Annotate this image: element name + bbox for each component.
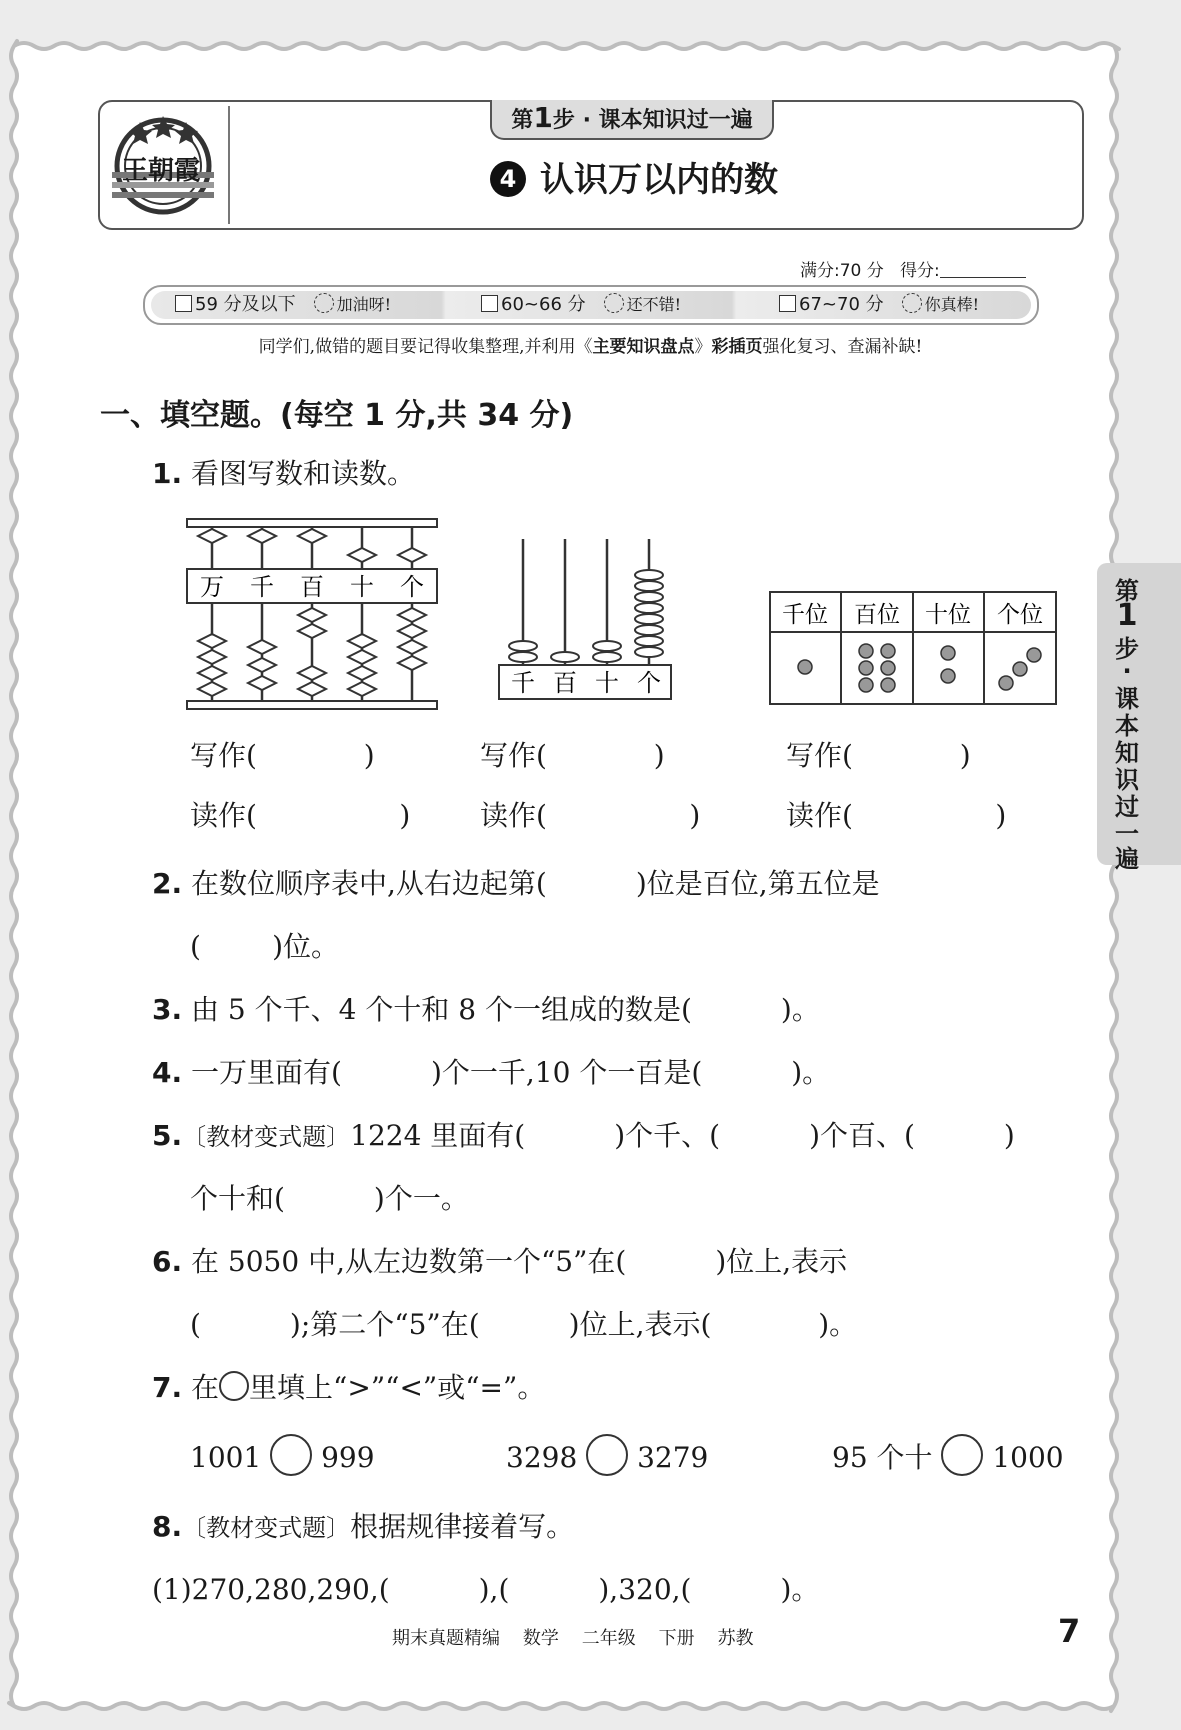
score-line: [800, 256, 1026, 281]
question-1: 1. 看图写数和读数。: [152, 457, 416, 490]
score-blank[interactable]: [940, 261, 1026, 278]
lesson-header: [98, 100, 1084, 230]
grade-bar: [143, 285, 1039, 325]
grade-option-low[interactable]: 59 分及以下 加油呀!: [175, 291, 391, 319]
grade-option-high[interactable]: 67~70 分 你真棒!: [779, 291, 979, 319]
q1-write-3[interactable]: 写作( ): [786, 739, 971, 772]
side-step-tab: [1097, 563, 1181, 873]
face-icon: [902, 293, 922, 313]
compare-item-1: 1001 999: [190, 1434, 375, 1476]
logo-text: 王朝霞: [122, 156, 201, 186]
question-6-line2: ( );第二个“5”在( )位上,表示( )。: [190, 1308, 858, 1341]
question-7: 7. 在 里填上“>”“<”或“=”。: [152, 1371, 546, 1404]
checkbox-icon[interactable]: [175, 295, 192, 312]
question-2-line2: ( )位。: [190, 930, 340, 963]
side-tab-char: ·: [1122, 657, 1132, 685]
question-6: 6. 在 5050 中,从左边数第一个“5”在( )位上,表示: [152, 1245, 848, 1278]
step-tab: 第1步 · 课本知识过一遍: [490, 100, 774, 140]
side-tab-char: 一: [1115, 820, 1139, 848]
footer-text: 期末真题精编 数学 二年级 下册 苏教: [392, 1628, 754, 1649]
compare-circle[interactable]: [941, 1434, 983, 1476]
question-5-line2: 个十和( )个一。: [190, 1182, 469, 1215]
q1-read-2[interactable]: 读作( ): [480, 799, 701, 832]
counting-frame-diagram: [497, 535, 675, 703]
compare-item-2: 3298 3279: [506, 1434, 708, 1476]
question-8-part1: (1)270,280,290,( ),( ),320,( )。: [152, 1573, 820, 1606]
side-tab-char: 1: [1116, 598, 1138, 633]
place-value-table: [768, 590, 1060, 708]
place-header: 十位: [925, 602, 971, 628]
side-tab-char: 知: [1115, 739, 1139, 767]
question-2: 2. 在数位顺序表中,从右边起第( )位是百位,第五位是: [152, 867, 880, 900]
question-3: 3. 由 5 个千、4 个十和 8 个一组成的数是( )。: [152, 993, 820, 1026]
abacus1-label: 百: [300, 573, 324, 601]
side-tab-char: 步: [1115, 635, 1139, 663]
side-tab-char: 识: [1115, 766, 1139, 794]
header-divider: [228, 106, 230, 224]
q1-read-1[interactable]: 读作( ): [190, 799, 411, 832]
side-tab-char: 课: [1115, 685, 1139, 713]
abacus1-label: 十: [350, 573, 374, 601]
abacus1-label: 千: [250, 573, 274, 601]
page-number: 7: [1058, 1612, 1081, 1650]
abacus2-label: 千: [511, 669, 535, 697]
compare-circle[interactable]: [270, 1434, 312, 1476]
question-8: 8.〔教材变式题〕根据规律接着写。: [152, 1510, 575, 1543]
abacus1-label: 个: [400, 573, 424, 601]
abacus2-label: 个: [637, 669, 661, 697]
section-title: 一、填空题。(每空 1 分,共 34 分): [100, 398, 574, 433]
compare-circle[interactable]: [586, 1434, 628, 1476]
side-tab-char: 第: [1115, 577, 1139, 605]
place-header: 百位: [854, 602, 900, 628]
abacus1-label: 万: [200, 573, 224, 601]
abacus2-label: 十: [595, 669, 619, 697]
question-5: 5.〔教材变式题〕1224 里面有( )个千、( )个百、( ): [152, 1119, 1015, 1152]
side-tab-char: 本: [1115, 712, 1139, 740]
face-icon: [314, 293, 334, 313]
lesson-title: 4 认识万以内的数: [490, 152, 778, 201]
place-header: 千位: [782, 602, 828, 628]
lesson-number-badge: 4: [490, 161, 526, 197]
place-header: 个位: [997, 602, 1043, 628]
got-score-label: 得分:: [899, 261, 940, 281]
checkbox-icon[interactable]: [779, 295, 796, 312]
abacus2-label: 百: [553, 669, 577, 697]
side-tab-char: 过: [1115, 793, 1139, 821]
checkbox-icon[interactable]: [481, 295, 498, 312]
notice-text: 同学们,做错的题目要记得收集整理,并利用《主要知识盘点》彩插页强化复习、查漏补缺!: [258, 337, 923, 357]
circle-icon: [219, 1371, 249, 1401]
face-icon: [604, 293, 624, 313]
question-4: 4. 一万里面有( )个一千,10 个一百是( )。: [152, 1056, 831, 1089]
compare-item-3: 95 个十 1000: [832, 1434, 1064, 1476]
side-tab-char: 遍: [1115, 845, 1139, 873]
q1-write-2[interactable]: 写作( ): [480, 739, 665, 772]
q1-read-3[interactable]: 读作( ): [786, 799, 1007, 832]
full-score-label: 满分:70 分: [800, 261, 884, 281]
q1-write-1[interactable]: 写作( ): [190, 739, 375, 772]
abacus-with-beads-diagram: [185, 515, 441, 715]
grade-option-mid[interactable]: 60~66 分 还不错!: [481, 291, 681, 319]
